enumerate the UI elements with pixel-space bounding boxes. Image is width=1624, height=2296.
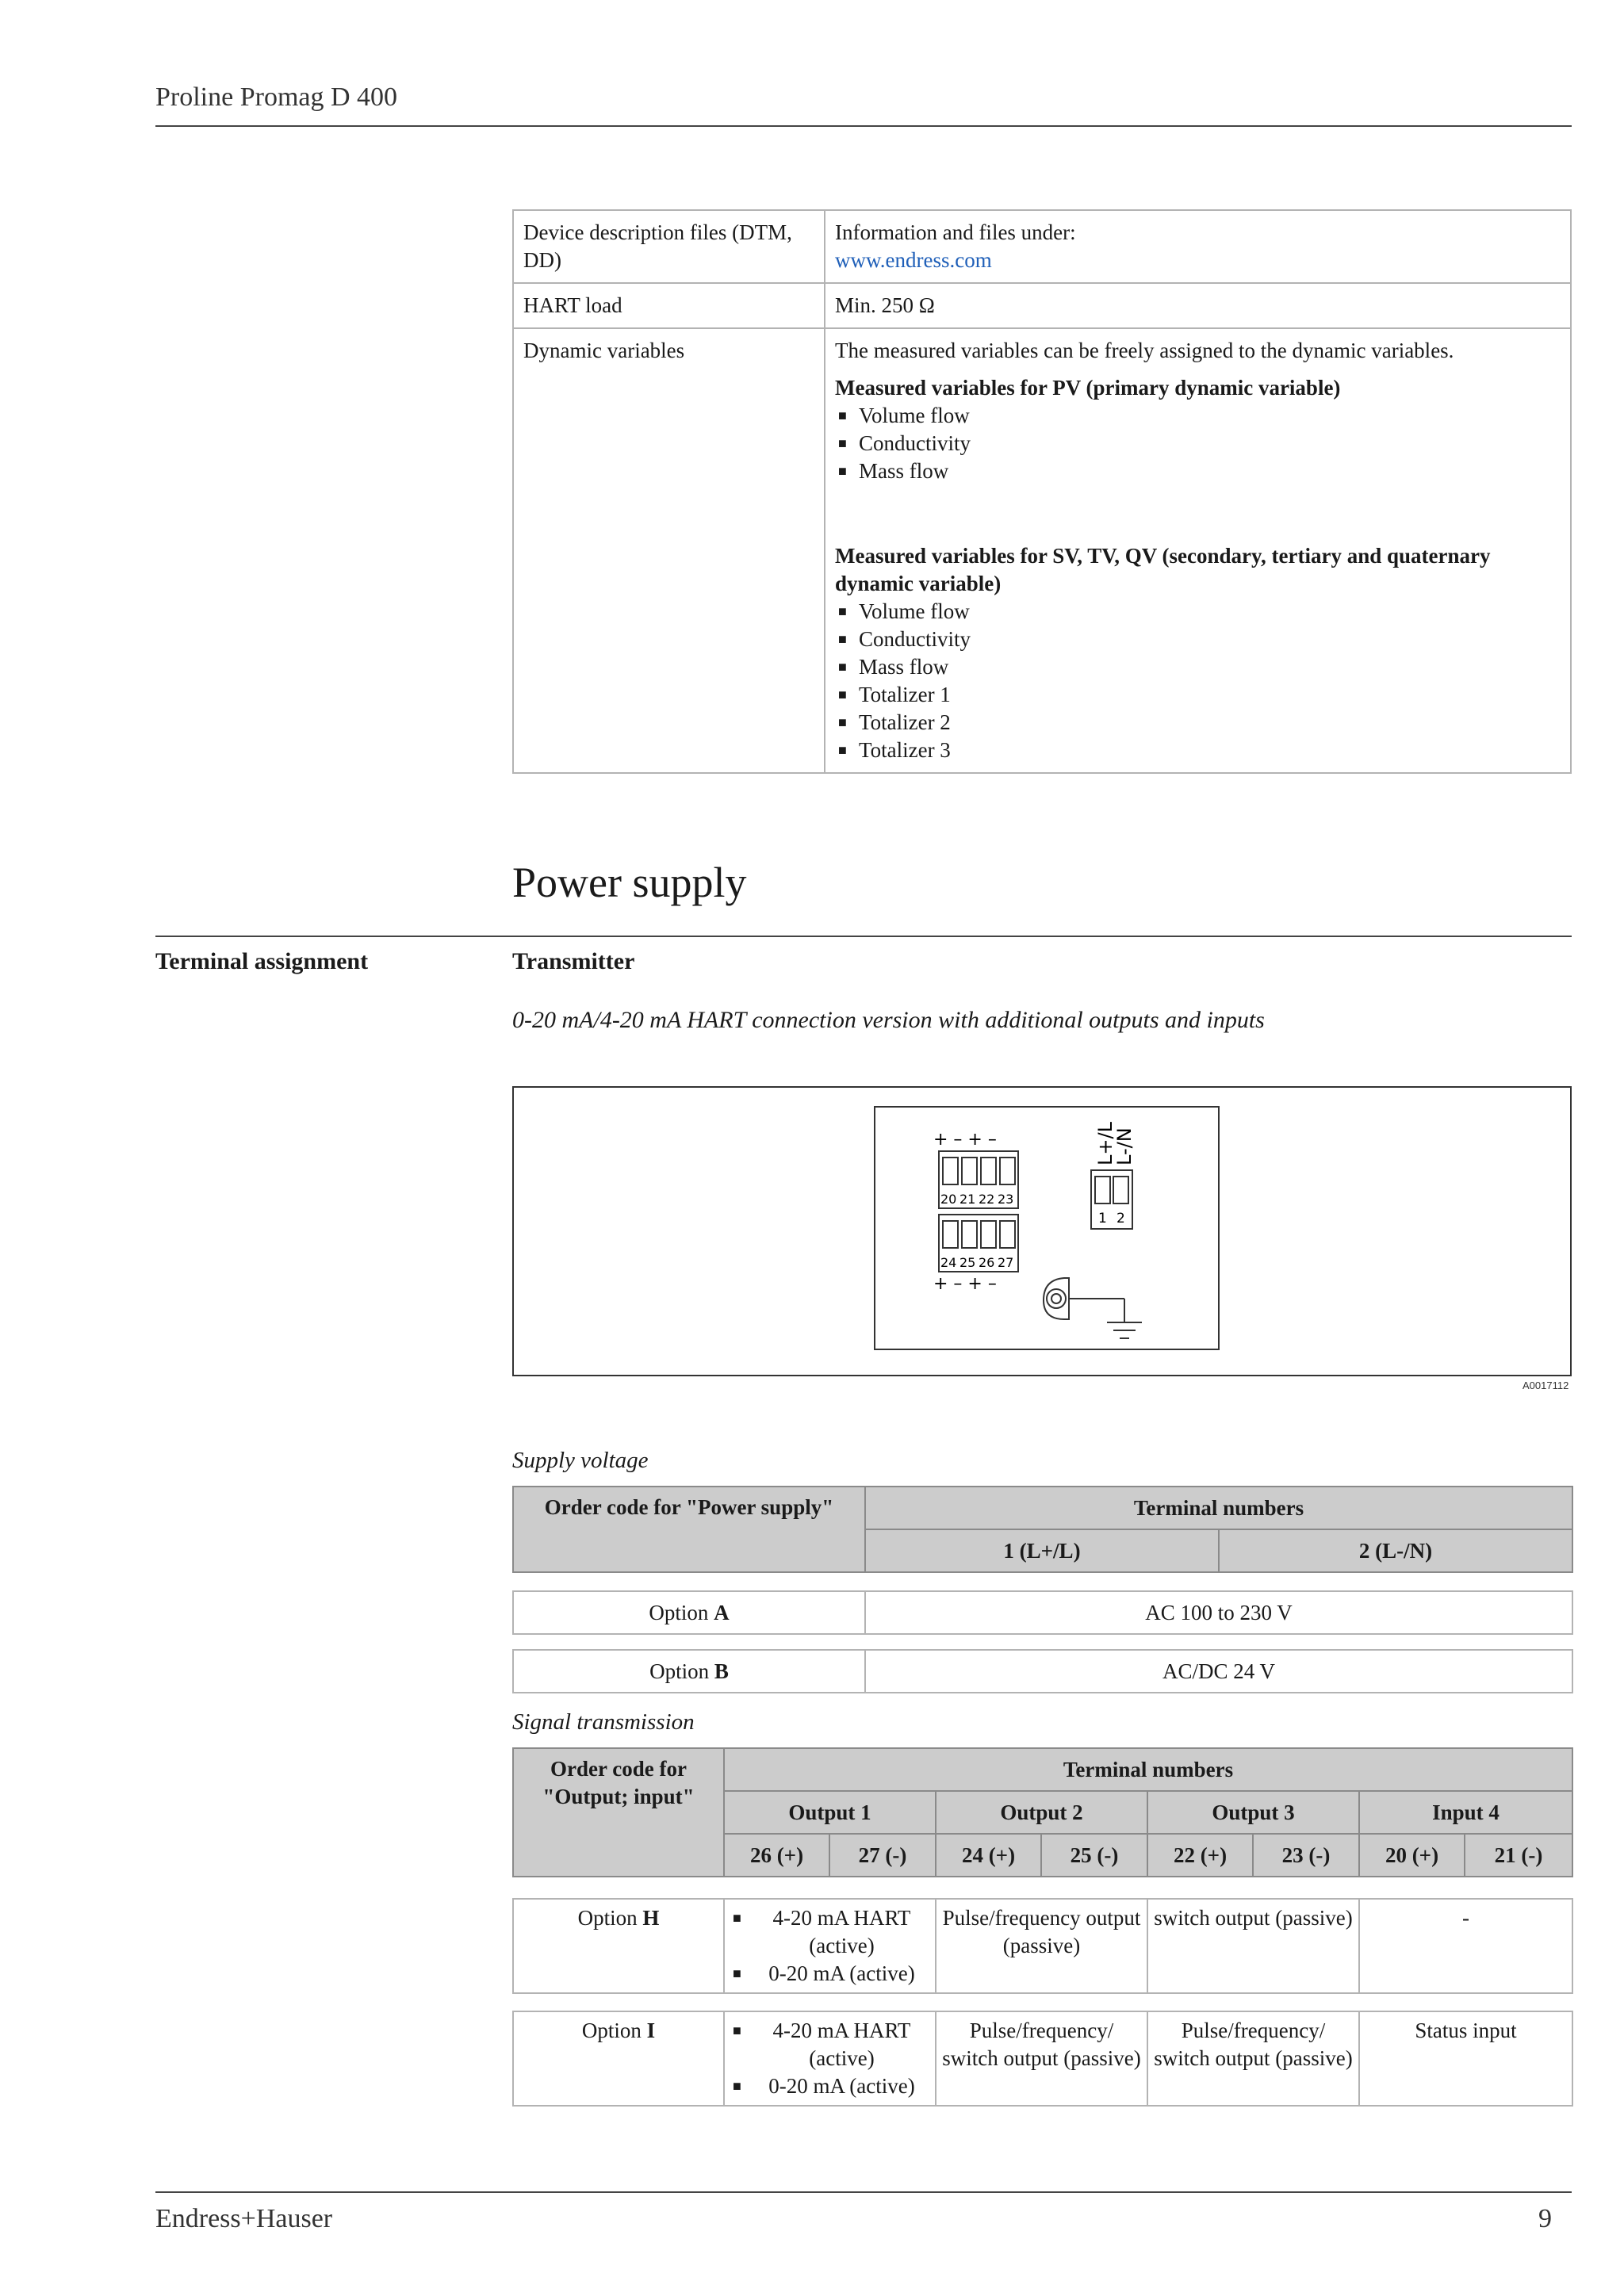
header-cell: 20 (+): [1359, 1834, 1465, 1877]
list-item: ■ Totalizer 3: [835, 737, 1561, 764]
row-value: Min. 250 Ω: [825, 283, 1571, 328]
terminal-label: 21: [959, 1192, 976, 1207]
power-terminal: [1091, 1121, 1136, 1229]
dynamic-intro: The measured variables can be freely assigned to the dynamic variables.: [835, 339, 1454, 362]
info-text: Information and files under:: [835, 220, 1076, 244]
header-rule: [155, 125, 1572, 127]
terminal-label: 20: [940, 1192, 957, 1207]
diagram-id: A0017112: [1522, 1380, 1569, 1391]
signal-option-h: [512, 1898, 1573, 1994]
header-cell: 2 (L-/N): [1219, 1529, 1572, 1572]
power-label: L-/N: [1113, 1127, 1136, 1165]
table-row: [513, 328, 1571, 773]
terminal-label: 25: [959, 1255, 976, 1270]
supply-voltage-title: Supply voltage: [512, 1448, 649, 1473]
list-item: ■ 4-20 mA HART (active): [730, 2017, 930, 2072]
list-item: ■ 0-20 mA (active): [730, 2072, 930, 2100]
footer-brand: Endress+Hauser: [155, 2204, 333, 2233]
option-code: B: [714, 1659, 729, 1683]
list-item: ■ Volume flow: [835, 598, 1561, 626]
header-cell: Terminal numbers: [865, 1487, 1572, 1529]
sv-list: [835, 598, 1561, 764]
pv-heading: Measured variables for PV (primary dynamic variable): [835, 376, 1341, 400]
option-cell: [513, 1591, 865, 1634]
sv-heading: Measured variables for SV, TV, QV (secondary, tertiary and quaternary dynamic variable): [835, 544, 1491, 595]
option-prefix: Option: [649, 1600, 709, 1624]
value-cell: AC 100 to 230 V: [865, 1591, 1572, 1634]
table-row: [513, 1899, 1572, 1993]
option-prefix: Option: [577, 1906, 638, 1930]
power-label: L+/L: [1094, 1122, 1116, 1165]
document-header-title: Proline Promag D 400: [155, 82, 398, 112]
header-cell: 26 (+): [724, 1834, 829, 1877]
top-polarity: + – + –: [933, 1130, 997, 1150]
header-cell: Input 4: [1359, 1791, 1572, 1834]
row-label: Device description files (DTM, DD): [513, 210, 825, 283]
terminal-label: 27: [998, 1255, 1014, 1270]
header-cell: Output 2: [936, 1791, 1147, 1834]
pv-list: [835, 402, 1561, 485]
list-item: ■ Mass flow: [835, 457, 1561, 485]
header-cell: Output 1: [724, 1791, 936, 1834]
terminal-label: 23: [998, 1192, 1014, 1207]
option-prefix: Option: [581, 2019, 642, 2042]
subtitle: Transmitter: [512, 948, 635, 974]
bottom-polarity: + – + –: [933, 1274, 997, 1294]
header-cell: 27 (-): [829, 1834, 936, 1877]
terminal-diagram-svg: [514, 1088, 1570, 1375]
side-label: Terminal assignment: [155, 948, 369, 974]
supply-option-b: [512, 1649, 1573, 1693]
output3-cell: switch output (passive): [1147, 1899, 1359, 1993]
supply-option-a: [512, 1590, 1573, 1635]
terminal-block-bottom: [939, 1215, 1018, 1272]
connection-version: 0-20 mA/4-20 mA HART connection version with additional outputs and inputs: [512, 1007, 1265, 1033]
list-item: ■ 4-20 mA HART (active): [730, 1904, 930, 1960]
option-prefix: Option: [649, 1659, 710, 1683]
output3-cell: Pulse/frequency/ switch output (passive): [1147, 2011, 1359, 2106]
list-item: ■ Mass flow: [835, 653, 1561, 681]
row-label: Dynamic variables: [513, 328, 825, 773]
header-cell: 21 (-): [1465, 1834, 1572, 1877]
table-row: [513, 2011, 1572, 2106]
signal-option-i: [512, 2011, 1573, 2107]
hart-info-table: [512, 209, 1572, 774]
output1-cell: [724, 1899, 936, 1993]
section-title: Power supply: [512, 859, 747, 906]
option-code: H: [642, 1906, 660, 1930]
table-row: [513, 1591, 1572, 1634]
list-item: ■ Conductivity: [835, 430, 1561, 457]
row-value: [825, 210, 1571, 283]
option-cell: [513, 1899, 724, 1993]
header-cell: 23 (-): [1253, 1834, 1359, 1877]
header-cell: Output 3: [1147, 1791, 1359, 1834]
option-cell: [513, 2011, 724, 2106]
option-cell: [513, 1650, 865, 1693]
input4-cell: -: [1359, 1899, 1572, 1993]
terminal-label: 2: [1116, 1211, 1125, 1226]
terminal-label: 1: [1098, 1211, 1107, 1226]
header-cell: Terminal numbers: [724, 1748, 1572, 1791]
table-row: [513, 1650, 1572, 1693]
list-item: ■ Totalizer 1: [835, 681, 1561, 709]
header-cell: Order code for "Output; input": [513, 1748, 724, 1877]
signal-header: [512, 1747, 1573, 1877]
list-item: ■ Volume flow: [835, 402, 1561, 430]
table-row: [513, 1487, 1572, 1529]
ground-icon: [1044, 1278, 1142, 1338]
input4-cell: Status input: [1359, 2011, 1572, 2106]
list-item: ■ Conductivity: [835, 626, 1561, 653]
terminal-label: 26: [979, 1255, 995, 1270]
option-code: A: [714, 1600, 730, 1624]
terminal-diagram: [512, 1086, 1572, 1376]
list-item: ■ 0-20 mA (active): [730, 1960, 930, 1988]
value-cell: AC/DC 24 V: [865, 1650, 1572, 1693]
header-cell: Order code for "Power supply": [513, 1487, 865, 1572]
table-row: [513, 210, 1571, 283]
option-code: I: [646, 2019, 656, 2042]
row-label: HART load: [513, 283, 825, 328]
list-item: ■ Totalizer 2: [835, 709, 1561, 737]
table-row: [513, 283, 1571, 328]
output2-cell: Pulse/frequency output (passive): [936, 1899, 1147, 1993]
page-number: 9: [1538, 2204, 1552, 2233]
header-cell: 25 (-): [1041, 1834, 1147, 1877]
output2-cell: Pulse/frequency/ switch output (passive): [936, 2011, 1147, 2106]
supply-voltage-header: [512, 1486, 1573, 1573]
section-rule: [155, 936, 1572, 937]
table-row: [513, 1748, 1572, 1791]
signal-transmission-title: Signal transmission: [512, 1709, 695, 1735]
header-cell: 24 (+): [936, 1834, 1041, 1877]
terminal-label: 24: [940, 1255, 957, 1270]
endress-link[interactable]: www.endress.com: [835, 248, 992, 272]
header-cell: 22 (+): [1147, 1834, 1253, 1877]
terminal-block-top: [939, 1151, 1018, 1208]
row-value: [825, 328, 1571, 773]
footer-rule: [155, 2191, 1572, 2193]
output1-cell: [724, 2011, 936, 2106]
terminal-label: 22: [979, 1192, 995, 1207]
header-cell: 1 (L+/L): [865, 1529, 1219, 1572]
